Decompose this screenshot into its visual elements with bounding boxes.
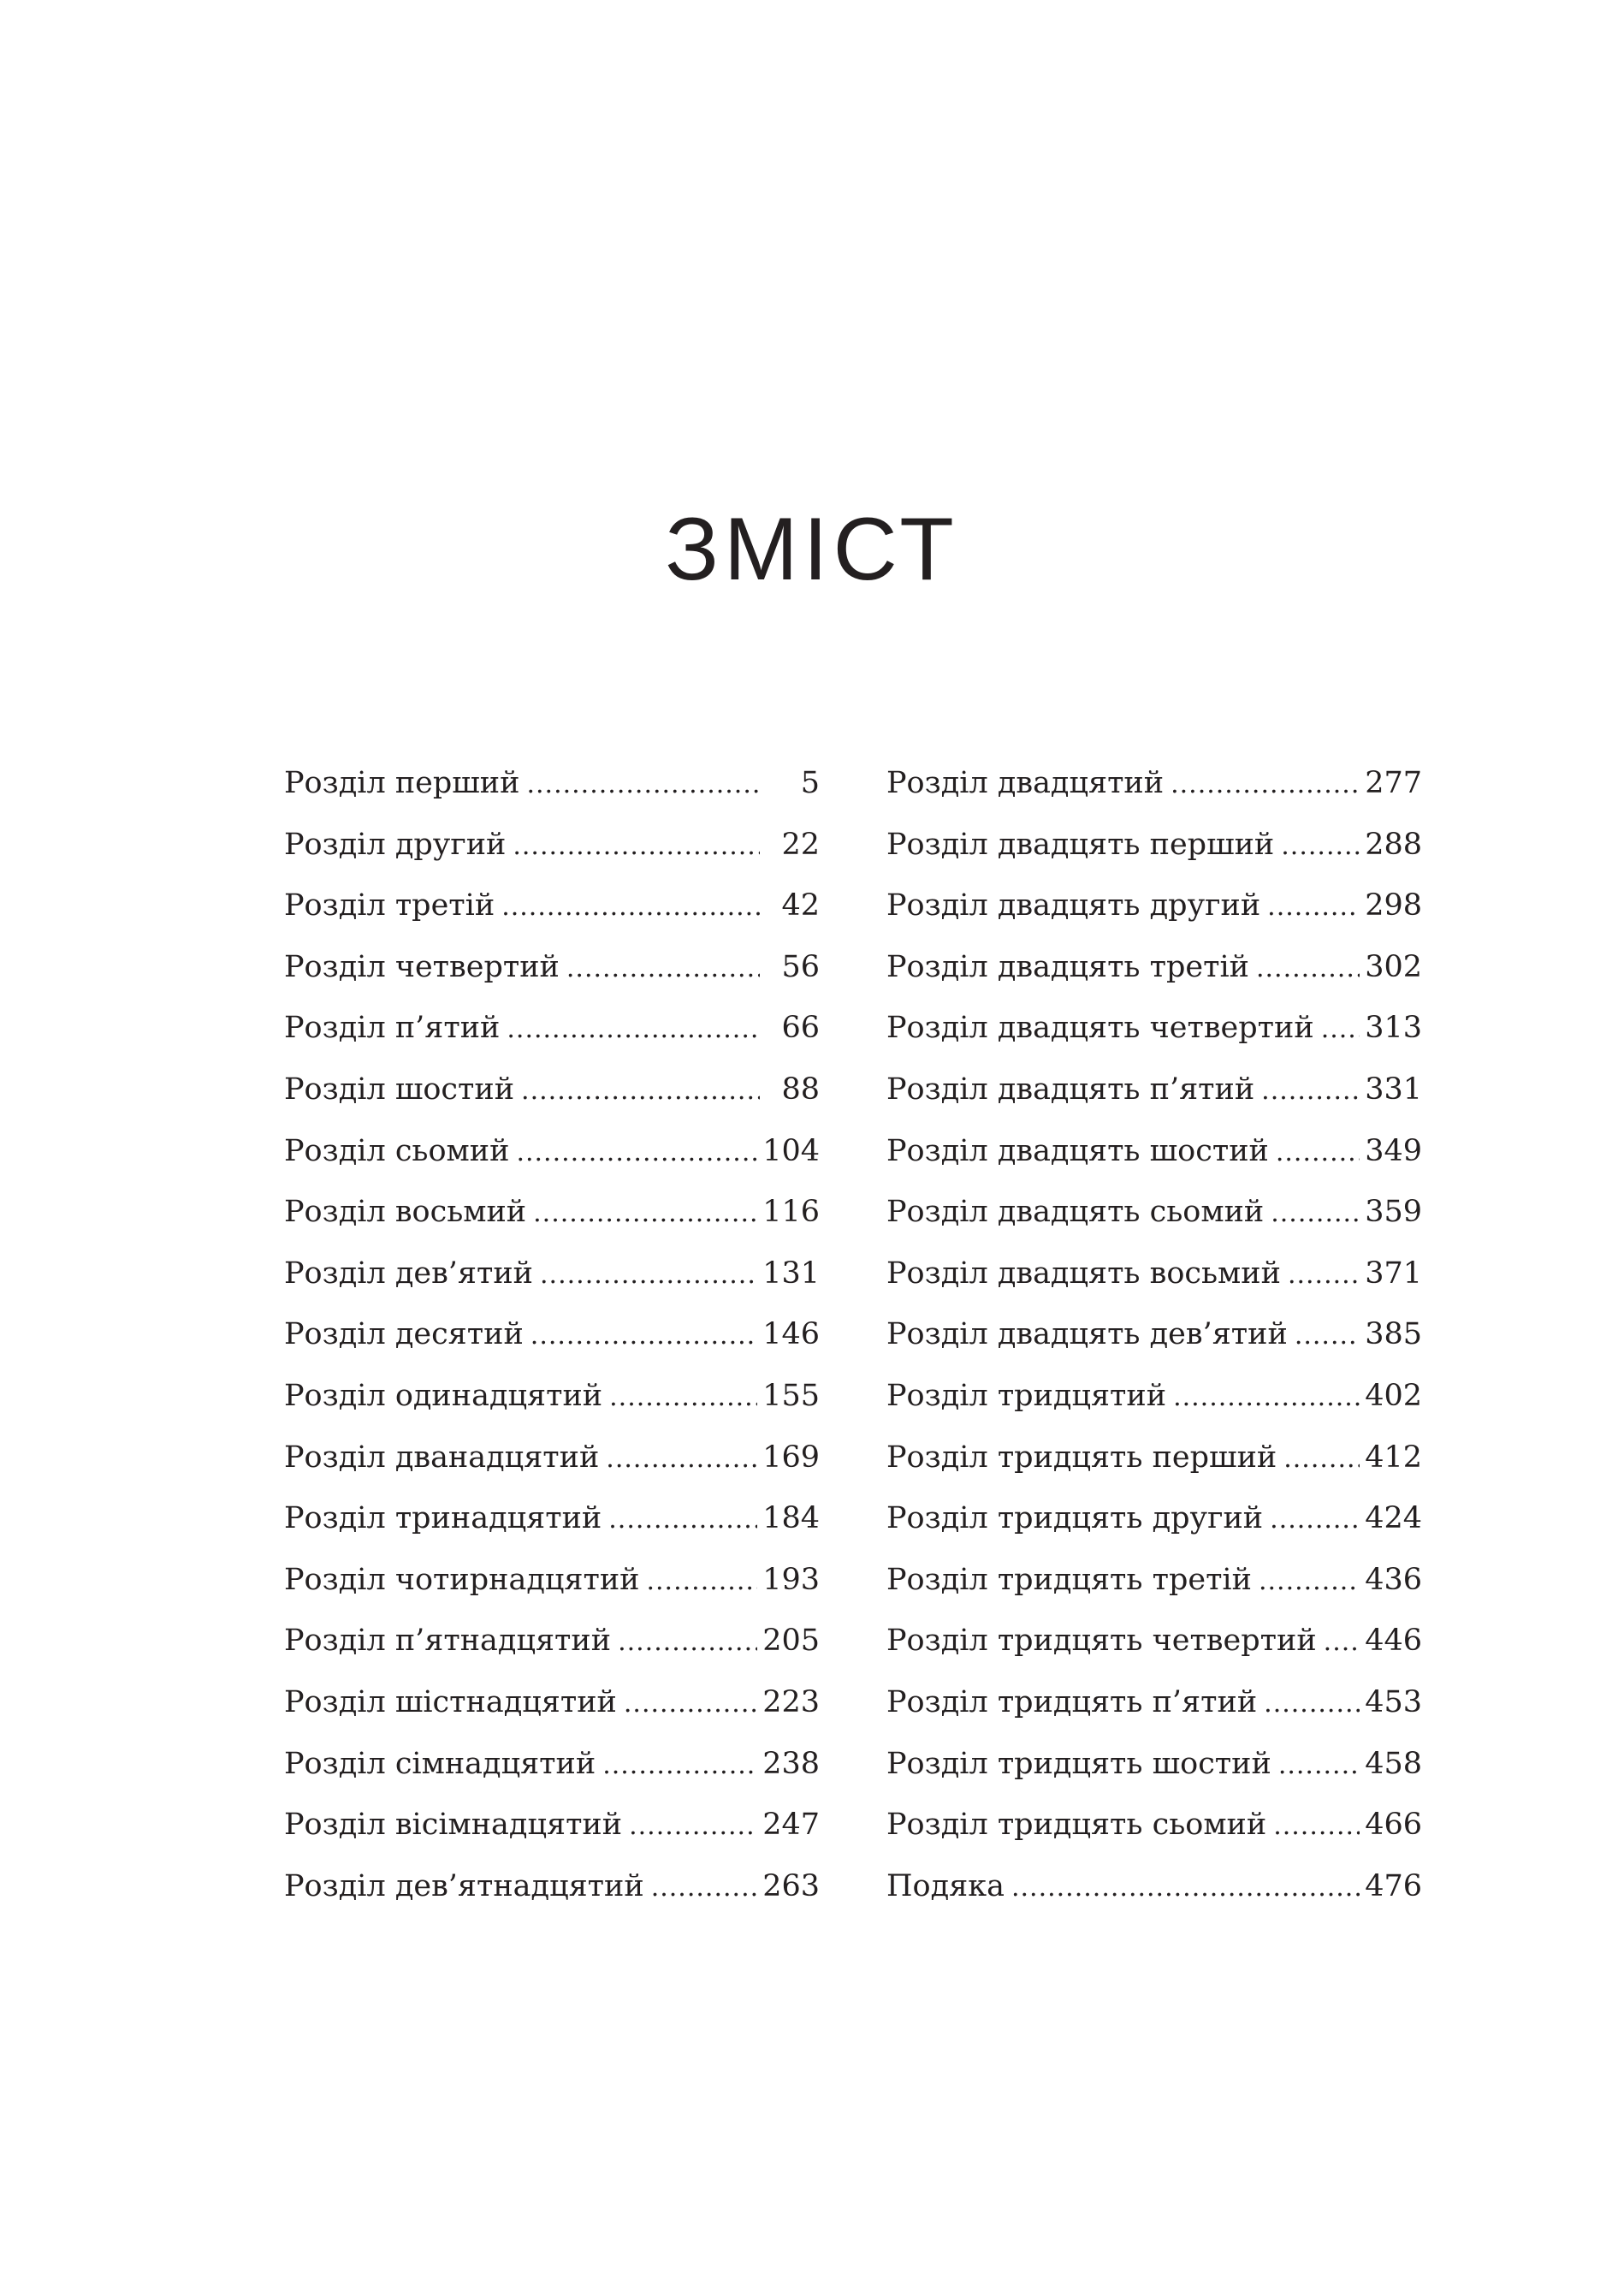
toc-entry[interactable] xyxy=(886,1550,1422,1612)
toc-dot-leader xyxy=(1288,1244,1360,1306)
toc-entry-label: Розділ двадцять третій xyxy=(886,949,1249,984)
toc-entry[interactable] xyxy=(886,876,1422,937)
toc-entry-page-number: 385 xyxy=(1365,1317,1422,1352)
toc-entry-label: Розділ тридцять перший xyxy=(886,1440,1277,1475)
toc-entry-page-number: 104 xyxy=(762,1133,820,1168)
toc-entry-page-number: 155 xyxy=(762,1378,820,1413)
toc-entry-label: Розділ п’ятнадцятий xyxy=(284,1624,612,1659)
toc-dot-leader xyxy=(1173,1367,1360,1428)
toc-entry-label: Розділ двадцять дев’ятий xyxy=(886,1317,1288,1352)
toc-entry-page-number: 169 xyxy=(762,1440,820,1475)
toc-dot-leader xyxy=(1281,816,1360,877)
toc-entry[interactable] xyxy=(886,1795,1422,1856)
toc-entry[interactable] xyxy=(284,815,820,876)
toc-dot-leader xyxy=(608,1489,757,1551)
toc-entry-page-number: 349 xyxy=(1365,1133,1422,1168)
toc-dot-leader xyxy=(609,1367,757,1428)
toc-entry-label: Розділ шістнадцятий xyxy=(284,1684,617,1719)
toc-dot-leader xyxy=(1321,999,1360,1060)
toc-dot-leader xyxy=(651,1857,757,1919)
toc-entry-page-number: 371 xyxy=(1365,1256,1422,1291)
toc-entry[interactable] xyxy=(284,876,820,937)
toc-entry[interactable] xyxy=(284,1428,820,1489)
toc-entry-label: Подяка xyxy=(886,1868,1005,1903)
toc-entry[interactable] xyxy=(886,937,1422,999)
toc-dot-leader xyxy=(1276,1122,1360,1184)
toc-entry-label: Розділ двадцять п’ятий xyxy=(886,1072,1255,1107)
toc-entry-page-number: 466 xyxy=(1365,1808,1422,1843)
toc-right-column xyxy=(886,753,1422,1917)
toc-entry-label: Розділ двадцятий xyxy=(886,766,1165,800)
toc-dot-leader xyxy=(507,999,760,1060)
toc-entry[interactable] xyxy=(886,1611,1422,1672)
toc-entry-label: Розділ дев’ятнадцятий xyxy=(284,1868,644,1903)
toc-entry-label: Розділ вісімнадцятий xyxy=(284,1808,623,1843)
toc-entry-page-number: 402 xyxy=(1365,1378,1422,1413)
toc-entry[interactable] xyxy=(886,998,1422,1060)
toc-entry[interactable] xyxy=(886,1734,1422,1796)
toc-entry-label: Розділ десятий xyxy=(284,1317,524,1352)
toc-dot-leader xyxy=(566,938,760,1000)
toc-entry-page-number: 298 xyxy=(1365,888,1422,923)
toc-entry[interactable] xyxy=(284,1121,820,1183)
toc-entry[interactable] xyxy=(886,1182,1422,1244)
toc-dot-leader xyxy=(530,1305,757,1367)
toc-entry[interactable] xyxy=(284,1182,820,1244)
toc-entry-page-number: 359 xyxy=(1365,1195,1422,1230)
toc-entry-label: Розділ восьмий xyxy=(284,1195,527,1230)
toc-entry[interactable] xyxy=(886,1121,1422,1183)
toc-entry[interactable] xyxy=(284,1366,820,1428)
toc-entry[interactable] xyxy=(284,998,820,1060)
toc-entry-label: Розділ сьомий xyxy=(284,1133,510,1168)
toc-dot-leader xyxy=(1261,1060,1360,1122)
toc-dot-leader xyxy=(1256,938,1360,1000)
toc-entry[interactable] xyxy=(886,1304,1422,1366)
toc-dot-leader xyxy=(521,1060,760,1122)
toc-entry-page-number: 446 xyxy=(1365,1624,1422,1659)
toc-entry-page-number: 184 xyxy=(762,1501,820,1536)
toc-entry-page-number: 205 xyxy=(762,1624,820,1659)
toc-entry-label: Розділ четвертий xyxy=(284,949,560,984)
toc-dot-leader xyxy=(1295,1305,1360,1367)
toc-dot-leader xyxy=(646,1551,757,1612)
toc-entry[interactable] xyxy=(284,1304,820,1366)
toc-dot-leader xyxy=(629,1796,757,1857)
toc-entry-page-number: 313 xyxy=(1365,1011,1422,1046)
toc-dot-leader xyxy=(1271,1183,1360,1244)
toc-entry-label: Розділ двадцять сьомий xyxy=(886,1195,1265,1230)
toc-entry-label: Розділ тридцять шостий xyxy=(886,1746,1271,1781)
toc-entry-label: Розділ дванадцятий xyxy=(284,1440,600,1475)
toc-entry[interactable] xyxy=(284,753,820,815)
toc-dot-leader xyxy=(533,1183,757,1244)
toc-entry-label: Розділ дев’ятий xyxy=(284,1256,534,1291)
toc-entry-label: Розділ третій xyxy=(284,888,495,923)
toc-dot-leader xyxy=(540,1244,757,1306)
toc-left-column xyxy=(284,753,820,1917)
toc-entry-label: Розділ тридцять другий xyxy=(886,1501,1264,1536)
toc-dot-leader xyxy=(516,1122,757,1184)
toc-entry-page-number: 193 xyxy=(762,1562,820,1597)
toc-entry-page-number: 263 xyxy=(762,1868,820,1903)
toc-entry[interactable] xyxy=(284,1611,820,1672)
toc-entry-label: Розділ тридцятий xyxy=(886,1378,1167,1413)
toc-entry-page-number: 458 xyxy=(1365,1746,1422,1781)
toc-entry-label: Розділ тринадцятий xyxy=(284,1501,602,1536)
toc-entry-page-number: 88 xyxy=(781,1072,820,1107)
toc-dot-leader xyxy=(1264,1673,1360,1735)
toc-entry-page-number: 131 xyxy=(762,1256,820,1291)
toc-entry[interactable] xyxy=(284,1734,820,1796)
toc-entry-page-number: 476 xyxy=(1365,1868,1422,1903)
toc-entry[interactable] xyxy=(886,1856,1422,1918)
toc-entry-page-number: 146 xyxy=(762,1317,820,1352)
toc-entry-label: Розділ двадцять четвертий xyxy=(886,1011,1314,1046)
toc-entry-label: Розділ тридцять п’ятий xyxy=(886,1684,1258,1719)
toc-entry-label: Розділ двадцять шостий xyxy=(886,1133,1269,1168)
toc-dot-leader xyxy=(602,1735,757,1796)
toc-entry-page-number: 5 xyxy=(800,766,820,800)
toc-entry-label: Розділ двадцять другий xyxy=(886,888,1261,923)
toc-entry-page-number: 277 xyxy=(1365,766,1422,800)
toc-entry-label: Розділ шостий xyxy=(284,1072,515,1107)
toc-entry-label: Розділ одинадцятий xyxy=(284,1378,603,1413)
toc-entry[interactable] xyxy=(886,1488,1422,1550)
toc-entry-page-number: 56 xyxy=(781,949,820,984)
toc-dot-leader xyxy=(513,816,760,877)
toc-entry-label: Розділ п’ятий xyxy=(284,1011,501,1046)
toc-entry-label: Розділ тридцять четвертий xyxy=(886,1624,1317,1659)
page-title: ЗМІСТ xyxy=(665,499,959,599)
toc-entry[interactable] xyxy=(284,1488,820,1550)
toc-entry[interactable] xyxy=(886,753,1422,815)
toc-entry-page-number: 238 xyxy=(762,1746,820,1781)
toc-dot-leader xyxy=(1278,1735,1360,1796)
toc-entry[interactable] xyxy=(284,1060,820,1121)
toc-entry-page-number: 22 xyxy=(781,827,820,862)
toc-entry[interactable] xyxy=(284,1795,820,1856)
toc-entry-label: Розділ тридцять третій xyxy=(886,1562,1252,1597)
toc-entry[interactable] xyxy=(886,1244,1422,1305)
toc-entry-page-number: 247 xyxy=(762,1808,820,1843)
toc-dot-leader xyxy=(606,1428,757,1490)
toc-dot-leader xyxy=(624,1673,757,1735)
toc-dot-leader xyxy=(1324,1612,1360,1673)
toc-dot-leader xyxy=(1283,1428,1360,1490)
toc-entry-label: Розділ другий xyxy=(284,827,507,862)
toc-entry-label: Розділ чотирнадцятий xyxy=(284,1562,640,1597)
toc-entry[interactable] xyxy=(284,1856,820,1918)
toc-entry-page-number: 223 xyxy=(762,1684,820,1719)
toc-entry-page-number: 116 xyxy=(762,1195,820,1230)
toc-entry[interactable] xyxy=(886,1060,1422,1121)
toc-entry-page-number: 302 xyxy=(1365,949,1422,984)
toc-entry[interactable] xyxy=(284,1244,820,1305)
toc-entry[interactable] xyxy=(886,1366,1422,1428)
toc-entry[interactable] xyxy=(886,1672,1422,1734)
toc-entry[interactable] xyxy=(284,937,820,999)
toc-entry[interactable] xyxy=(284,1672,820,1734)
toc-entry-page-number: 331 xyxy=(1365,1072,1422,1107)
toc-dot-leader xyxy=(1011,1857,1360,1919)
toc-entry-page-number: 424 xyxy=(1365,1501,1422,1536)
toc-entry-page-number: 66 xyxy=(781,1011,820,1046)
toc-entry-label: Розділ сімнадцятий xyxy=(284,1746,596,1781)
toc-entry-page-number: 288 xyxy=(1365,827,1422,862)
toc-entry[interactable] xyxy=(886,815,1422,876)
toc-entry-label: Розділ двадцять восьмий xyxy=(886,1256,1281,1291)
toc-dot-leader xyxy=(501,876,760,938)
toc-entry-page-number: 42 xyxy=(781,888,820,923)
toc-dot-leader xyxy=(1171,754,1360,816)
toc-dot-leader xyxy=(618,1612,757,1673)
toc-dot-leader xyxy=(1273,1796,1360,1857)
toc-entry-page-number: 436 xyxy=(1365,1562,1422,1597)
toc-dot-leader xyxy=(1270,1489,1360,1551)
toc-entry[interactable] xyxy=(886,1428,1422,1489)
toc-dot-leader xyxy=(1259,1551,1360,1612)
toc-dot-leader xyxy=(526,754,760,816)
toc-entry-page-number: 412 xyxy=(1365,1440,1422,1475)
toc-entry-label: Розділ тридцять сьомий xyxy=(886,1808,1267,1843)
toc-dot-leader xyxy=(1267,876,1360,938)
toc-entry[interactable] xyxy=(284,1550,820,1612)
toc-entry-page-number: 453 xyxy=(1365,1684,1422,1719)
toc-entry-label: Розділ двадцять перший xyxy=(886,827,1275,862)
toc-entry-label: Розділ перший xyxy=(284,766,520,800)
